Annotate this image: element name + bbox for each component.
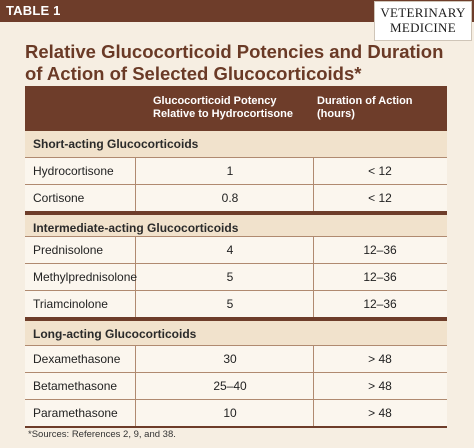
duration-value: 12–36: [363, 297, 397, 311]
drug-name: Paramethasone: [33, 406, 118, 420]
drug-name: Cortisone: [33, 191, 85, 205]
group-header-short: [25, 131, 447, 157]
potency-value: 5: [226, 270, 234, 284]
duration-value: < 12: [368, 191, 392, 205]
group-label: Intermediate-acting Glucocorticoids: [33, 221, 239, 235]
journal-logo: [374, 1, 472, 41]
drug-name: Prednisolone: [33, 243, 104, 257]
duration-value: < 12: [368, 164, 392, 178]
group-header-long: [25, 321, 447, 347]
duration-value: > 48: [368, 352, 392, 366]
potency-header-line-2: Relative to Hydrocortisone: [153, 108, 293, 120]
potency-value: 1: [226, 164, 234, 178]
duration-column-header: [317, 95, 413, 121]
potency-value: 0.8: [221, 191, 239, 205]
group-label: Short-acting Glucocorticoids: [33, 137, 199, 151]
duration-header-line-1: Duration of Action: [317, 95, 413, 107]
logo-line-2: MEDICINE: [390, 20, 456, 35]
drug-name: Hydrocortisone: [33, 164, 114, 178]
table-bottom-border: [25, 426, 447, 428]
duration-value: > 48: [368, 406, 392, 420]
table-row: [25, 236, 447, 263]
potency-value: 10: [223, 406, 237, 420]
table-label: TABLE 1: [6, 3, 61, 18]
drug-name: Methylprednisolone: [33, 270, 138, 284]
potency-value: 5: [226, 297, 234, 311]
footnote: *Sources: References 2, 9, and 38.: [28, 429, 176, 440]
table-row: [25, 399, 447, 426]
potency-value: 30: [223, 352, 237, 366]
logo-line-1: VETERINARY: [380, 5, 466, 20]
table-row: [25, 290, 447, 317]
drug-name: Betamethasone: [33, 379, 118, 393]
drug-name: Dexamethasone: [33, 352, 121, 366]
potency-column-header: [153, 95, 293, 121]
potency-value: 4: [226, 243, 234, 257]
duration-value: > 48: [368, 379, 392, 393]
drug-name: Triamcinolone: [33, 297, 108, 311]
potency-value: 25–40: [213, 379, 247, 393]
table-row: [25, 157, 447, 184]
table-title: Relative Glucocorticoid Potencies and Duration of Action of Selected Glucocorticoids*: [25, 41, 444, 84]
group-label: Long-acting Glucocorticoids: [33, 327, 197, 341]
column-header-row: [25, 86, 447, 131]
potency-header-line-1: Glucocorticoid Potency: [153, 95, 277, 107]
table-row: [25, 263, 447, 290]
duration-value: 12–36: [363, 270, 397, 284]
table-row: [25, 184, 447, 211]
duration-header-line-2: (hours): [317, 108, 355, 120]
duration-value: 12–36: [363, 243, 397, 257]
table-row: [25, 372, 447, 399]
table-row: [25, 345, 447, 372]
